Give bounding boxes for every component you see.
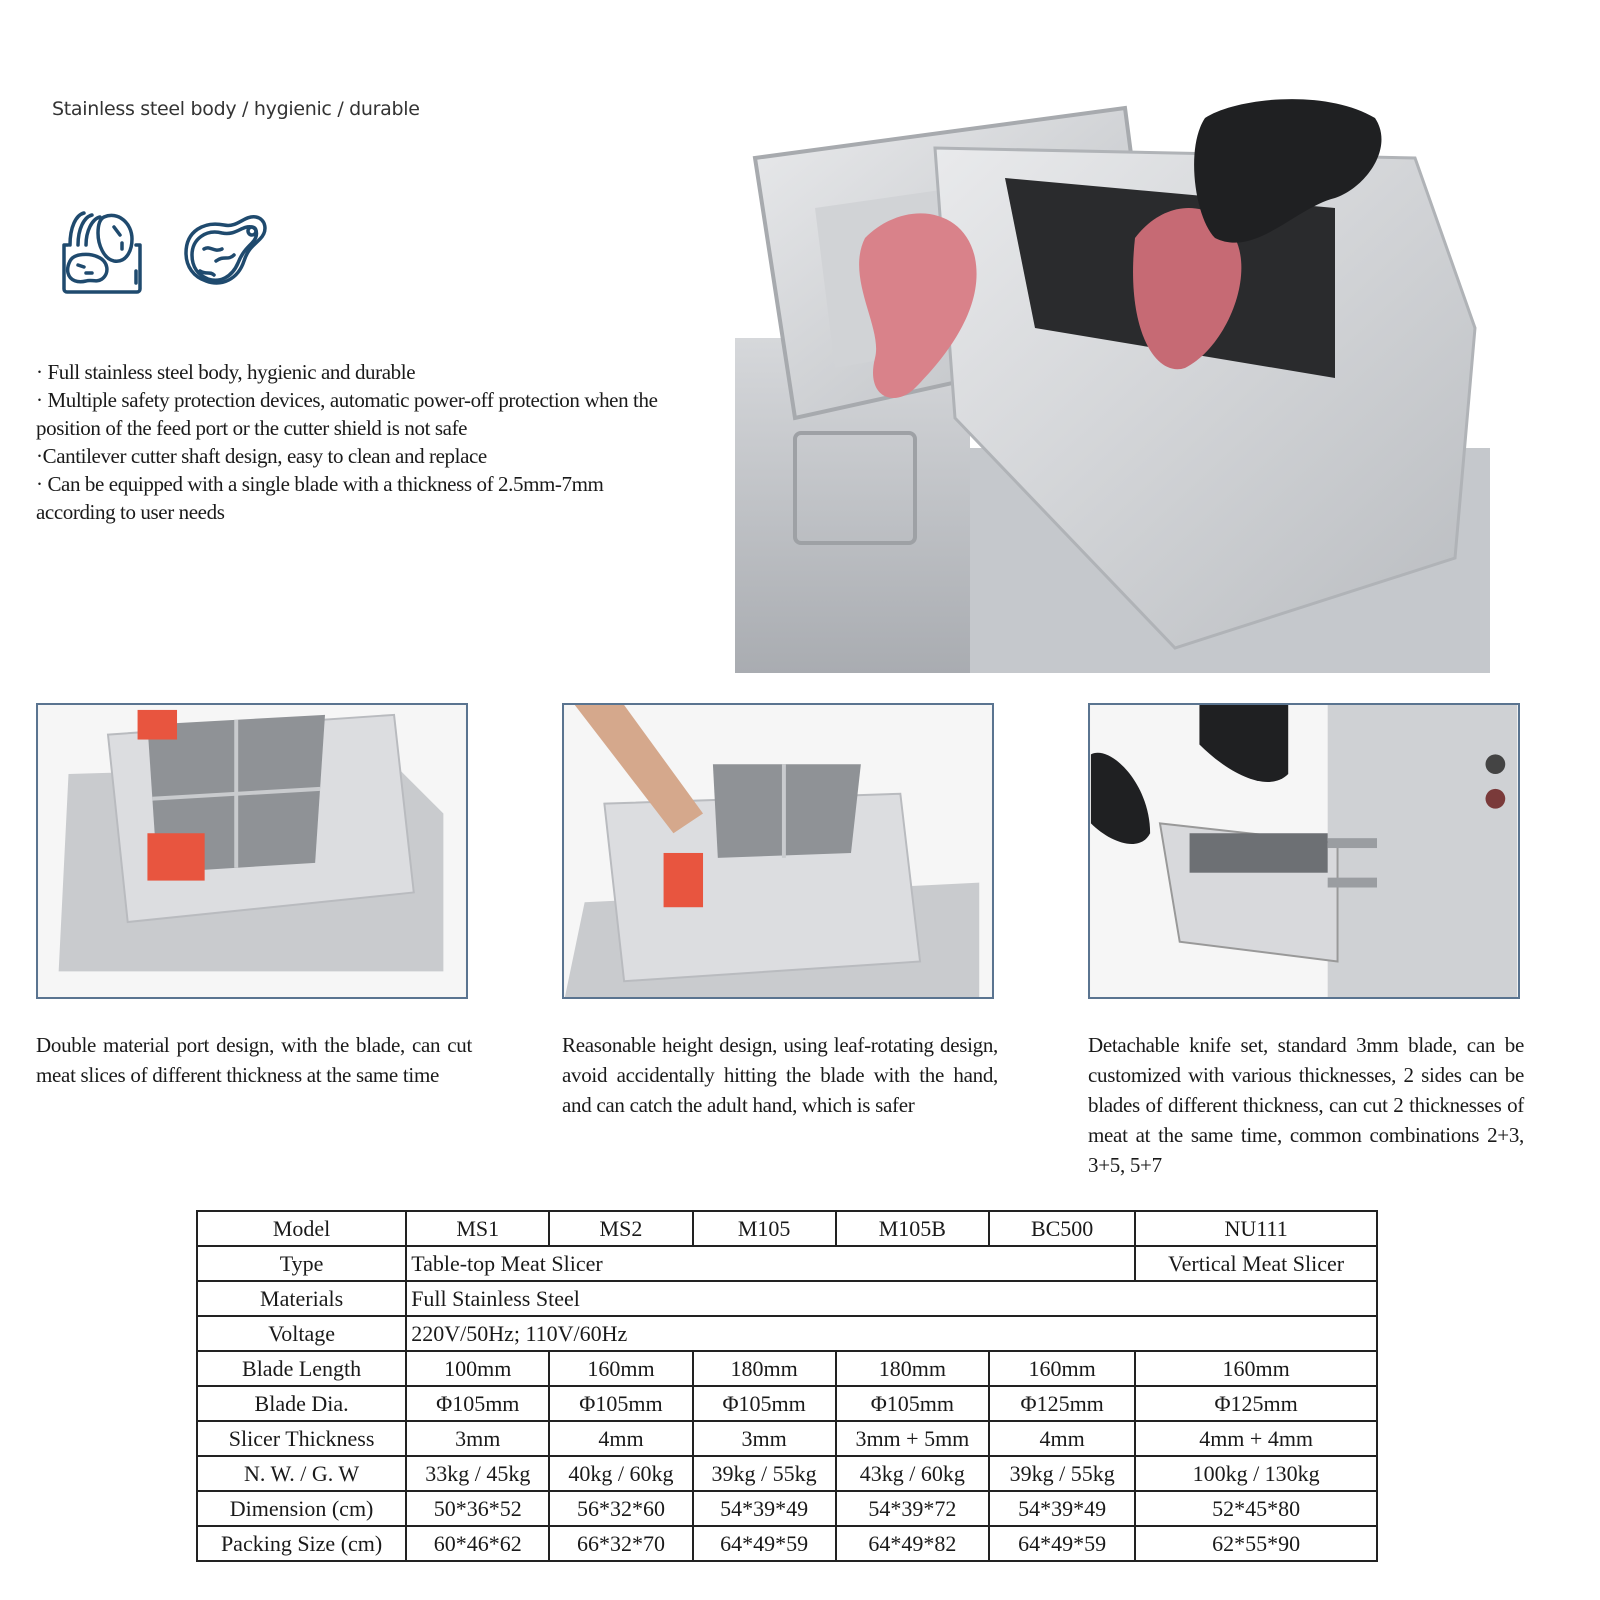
type-tabletop-cell: Table-top Meat Slicer bbox=[406, 1246, 1135, 1281]
table-row bbox=[197, 1456, 1377, 1491]
table-cell: 66*32*70 bbox=[549, 1526, 692, 1561]
table-cell: 60*46*62 bbox=[406, 1526, 549, 1561]
table-cell: Φ105mm bbox=[693, 1386, 836, 1421]
table-cell: 4mm + 4mm bbox=[1135, 1421, 1377, 1456]
table-cell: 3mm bbox=[693, 1421, 836, 1456]
table-cell: 33kg / 45kg bbox=[406, 1456, 549, 1491]
sliced-meat-icon bbox=[56, 205, 148, 297]
table-cell: 64*49*59 bbox=[693, 1526, 836, 1561]
steak-icon bbox=[176, 203, 268, 295]
table-cell: Φ105mm bbox=[836, 1386, 989, 1421]
table-cell: 4mm bbox=[549, 1421, 692, 1456]
table-row bbox=[197, 1421, 1377, 1456]
feature-item: · Can be equipped with a single blade with a thickness of 2.5mm-7mm according to user needs bbox=[36, 472, 604, 524]
table-cell: 4mm bbox=[989, 1421, 1135, 1456]
table-cell: 160mm bbox=[1135, 1351, 1377, 1386]
voltage-cell: 220V/50Hz; 110V/60Hz bbox=[406, 1316, 1377, 1351]
table-cell: 54*39*49 bbox=[989, 1491, 1135, 1526]
model-cell: NU111 bbox=[1135, 1211, 1377, 1246]
table-cell: 43kg / 60kg bbox=[836, 1456, 989, 1491]
table-cell: 62*55*90 bbox=[1135, 1526, 1377, 1561]
row-label: Slicer Thickness bbox=[197, 1421, 406, 1456]
table-cell: Φ125mm bbox=[1135, 1386, 1377, 1421]
table-row bbox=[197, 1491, 1377, 1526]
table-cell: 64*49*59 bbox=[989, 1526, 1135, 1561]
table-cell: 56*32*60 bbox=[549, 1491, 692, 1526]
model-cell: M105 bbox=[693, 1211, 836, 1246]
table-row-voltage bbox=[197, 1316, 1377, 1351]
gallery-photo-safe-height bbox=[562, 703, 994, 999]
spec-table bbox=[196, 1210, 1378, 1562]
row-label: Model bbox=[197, 1211, 406, 1246]
table-cell: 3mm bbox=[406, 1421, 549, 1456]
table-cell: 39kg / 55kg bbox=[693, 1456, 836, 1491]
table-cell: 54*39*49 bbox=[693, 1491, 836, 1526]
model-cell: MS2 bbox=[549, 1211, 692, 1246]
table-row-materials bbox=[197, 1281, 1377, 1316]
model-cell: BC500 bbox=[989, 1211, 1135, 1246]
gallery-caption: Reasonable height design, using leaf-rotating design, avoid accidentally hitting the blade with the hand, and can catch the adult hand, which is safer bbox=[562, 1033, 998, 1117]
table-cell: Φ105mm bbox=[406, 1386, 549, 1421]
row-label: Materials bbox=[197, 1281, 406, 1316]
table-cell: 3mm + 5mm bbox=[836, 1421, 989, 1456]
table-row bbox=[197, 1351, 1377, 1386]
table-cell: Φ125mm bbox=[989, 1386, 1135, 1421]
table-row-type bbox=[197, 1246, 1377, 1281]
table-cell: 180mm bbox=[693, 1351, 836, 1386]
table-cell: 40kg / 60kg bbox=[549, 1456, 692, 1491]
row-label: Voltage bbox=[197, 1316, 406, 1351]
row-label: Packing Size (cm) bbox=[197, 1526, 406, 1561]
tagline: Stainless steel body / hygienic / durable bbox=[52, 98, 420, 120]
feature-item: ·Cantilever cutter shaft design, easy to clean and replace bbox=[36, 444, 487, 468]
materials-cell: Full Stainless Steel bbox=[406, 1281, 1377, 1316]
table-row-model bbox=[197, 1211, 1377, 1246]
gallery-photo-double-port bbox=[36, 703, 468, 999]
table-cell: 100mm bbox=[406, 1351, 549, 1386]
row-label: Dimension (cm) bbox=[197, 1491, 406, 1526]
gallery-caption: Detachable knife set, standard 3mm blade, can be customized with various thicknesses, 2 sides can be blades of different thickness, can cut 2 thicknesses of meat at the same time, common combinations 2+3, 3+5, 5+7 bbox=[1088, 1033, 1524, 1177]
table-row bbox=[197, 1386, 1377, 1421]
gallery-caption: Double material port design, with the blade, can cut meat slices of different thickness at the same time bbox=[36, 1033, 472, 1087]
table-cell: Φ105mm bbox=[549, 1386, 692, 1421]
table-cell: 180mm bbox=[836, 1351, 989, 1386]
gallery-photo-knife-set bbox=[1088, 703, 1520, 999]
row-label: Type bbox=[197, 1246, 406, 1281]
table-cell: 39kg / 55kg bbox=[989, 1456, 1135, 1491]
row-label: Blade Length bbox=[197, 1351, 406, 1386]
row-label: N. W. / G. W bbox=[197, 1456, 406, 1491]
table-row bbox=[197, 1526, 1377, 1561]
table-cell: 64*49*82 bbox=[836, 1526, 989, 1561]
table-cell: 52*45*80 bbox=[1135, 1491, 1377, 1526]
table-cell: 160mm bbox=[989, 1351, 1135, 1386]
feature-item: · Full stainless steel body, hygienic and durable bbox=[36, 360, 416, 384]
table-cell: 54*39*72 bbox=[836, 1491, 989, 1526]
model-cell: MS1 bbox=[406, 1211, 549, 1246]
table-cell: 160mm bbox=[549, 1351, 692, 1386]
table-cell: 100kg / 130kg bbox=[1135, 1456, 1377, 1491]
model-cell: M105B bbox=[836, 1211, 989, 1246]
feature-item: · Multiple safety protection devices, automatic power-off protection when the position of the feed port or the cutter shield is not safe bbox=[36, 388, 658, 440]
table-cell: 50*36*52 bbox=[406, 1491, 549, 1526]
row-label: Blade Dia. bbox=[197, 1386, 406, 1421]
hero-product-photo bbox=[735, 88, 1600, 673]
feature-list bbox=[36, 358, 676, 526]
type-vertical-cell: Vertical Meat Slicer bbox=[1135, 1246, 1377, 1281]
